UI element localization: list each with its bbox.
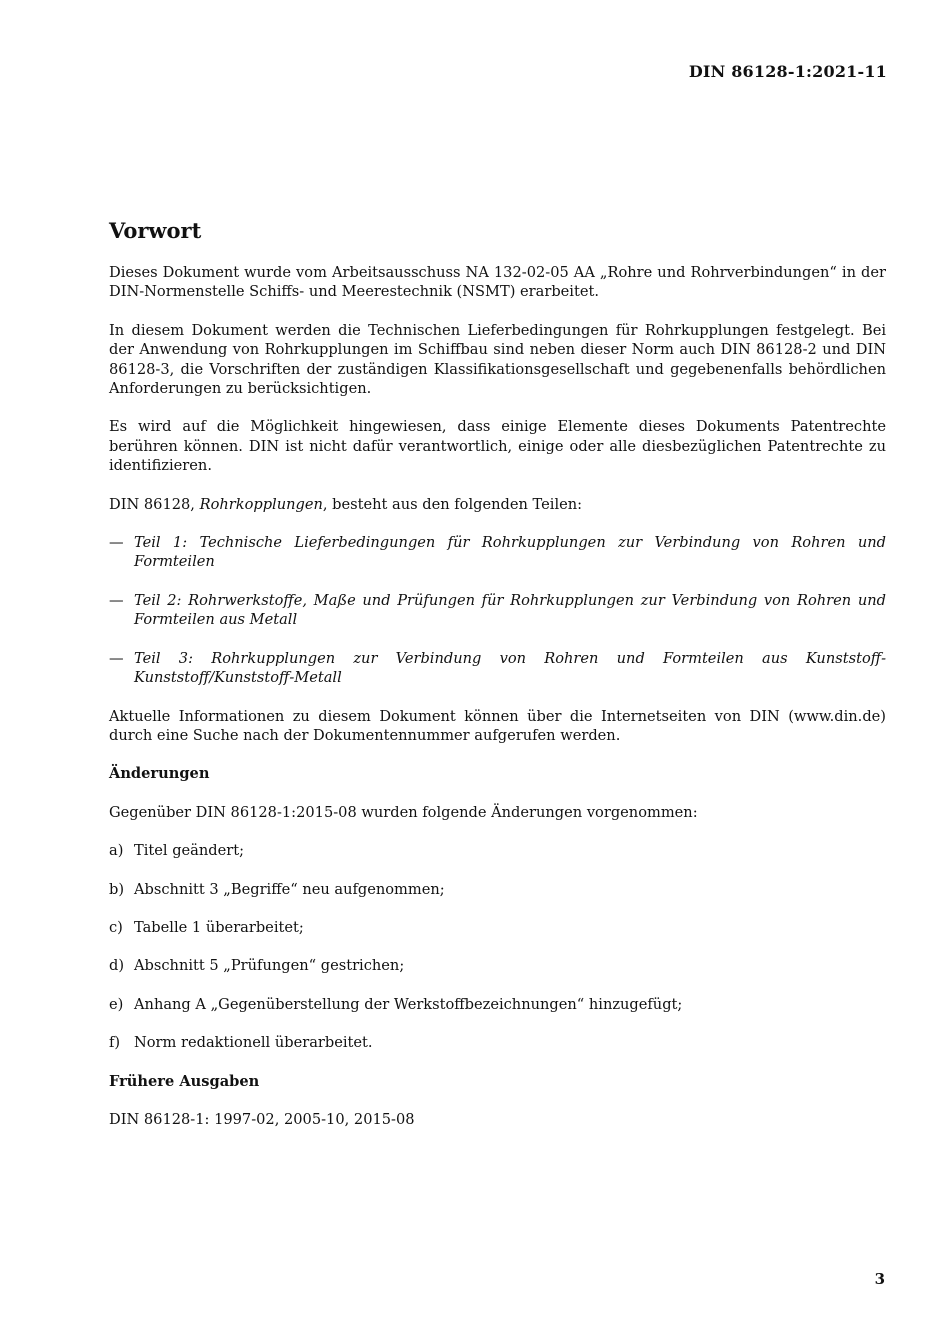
paragraph-committee: Dieses Dokument wurde vom Arbeitsausschuss NA 132-02-05 AA „Rohre und Rohrverbindungen“ in der DIN-Normenstelle Schiffs- und Meerestechnik (NSMT) erarbeitet. (109, 264, 886, 301)
changes-heading: Änderungen (109, 765, 210, 783)
change-text: Norm redaktionell überarbeitet. (134, 1034, 373, 1052)
previous-editions-text: DIN 86128-1: 1997-02, 2005-10, 2015-08 (109, 1110, 415, 1128)
paragraph-patent-notice: Es wird auf die Möglichkeit hingewiesen, dass einige Elemente dieses Dokuments Patentrechte berühren können. DIN ist nicht dafür verantwortlich, einige oder alle diesbezüglichen Patentrechte zu identifizieren. (109, 418, 886, 475)
dash-marker: — (109, 649, 124, 667)
list-item (109, 649, 886, 688)
dash-marker: — (109, 534, 124, 552)
list-marker: e) (109, 995, 124, 1013)
list-item (109, 995, 886, 1014)
parts-intro-series-title: Rohrkopplungen (199, 495, 323, 513)
part-title: Teil 3: Rohrkupplungen zur Verbindung von Rohren und Formteilen aus Kunststoff-Kunststoff/Kunststoff-Metall (134, 649, 886, 687)
foreword-section (109, 218, 886, 1148)
document-id: DIN 86128-1:2021-11 (688, 62, 887, 81)
list-item (109, 1033, 886, 1052)
changes-intro: Gegenüber DIN 86128-1:2015-08 wurden folgende Änderungen vorgenommen: (109, 803, 698, 821)
list-item (109, 956, 886, 975)
list-item (109, 533, 886, 572)
part-title: Teil 1: Technische Lieferbedingungen für Rohrkupplungen zur Verbindung von Rohren und Formteilen (134, 534, 886, 571)
paragraph-parts-intro (109, 495, 886, 514)
parts-list (109, 533, 886, 687)
list-marker: f) (109, 1034, 121, 1052)
change-text: Tabelle 1 überarbeitet; (134, 918, 304, 936)
change-text: Abschnitt 5 „Prüfungen“ gestrichen; (134, 957, 405, 975)
change-text: Abschnitt 3 „Begriffe“ neu aufgenommen; (134, 880, 445, 898)
section-title: Vorwort (109, 218, 202, 243)
paragraph-scope: In diesem Dokument werden die Technischen Lieferbedingungen für Rohrkupplungen festgelegt. Bei der Anwendung von Rohrkupplungen im Schiffbau sind neben dieser Norm auch DIN 86128-2 und DIN 86128-3, die Vorschriften der zuständigen Klassifikationsgesellschaft und gegebenenfalls behördlichen Anforderungen zu berücksichtigen. (109, 321, 886, 398)
part-title: Teil 2: Rohrwerkstoffe, Maße und Prüfungen für Rohrkupplungen zur Verbindung von Rohren und Formteilen aus Metall (134, 591, 886, 629)
list-item (109, 841, 886, 860)
previous-editions-heading: Frühere Ausgaben (109, 1072, 260, 1090)
list-marker: c) (109, 918, 123, 936)
page-number: 3 (874, 1270, 885, 1288)
dash-marker: — (109, 591, 124, 609)
changes-list (109, 841, 886, 1052)
change-text: Anhang A „Gegenüberstellung der Werkstoffbezeichnungen“ hinzugefügt; (134, 995, 683, 1013)
list-marker: a) (109, 842, 124, 860)
list-item (109, 591, 886, 630)
list-marker: d) (109, 957, 125, 975)
paragraph-online-info: Aktuelle Informationen zu diesem Dokument können über die Internetseiten von DIN (www.din.de) durch eine Suche nach der Dokumentennummer aufgerufen werden. (109, 707, 886, 744)
parts-intro-suffix: , besteht aus den folgenden Teilen: (322, 495, 583, 513)
list-item (109, 880, 886, 899)
list-marker: b) (109, 880, 125, 898)
change-text: Titel geändert; (134, 842, 245, 860)
parts-intro-prefix: DIN 86128, (109, 495, 200, 513)
list-item (109, 918, 886, 937)
